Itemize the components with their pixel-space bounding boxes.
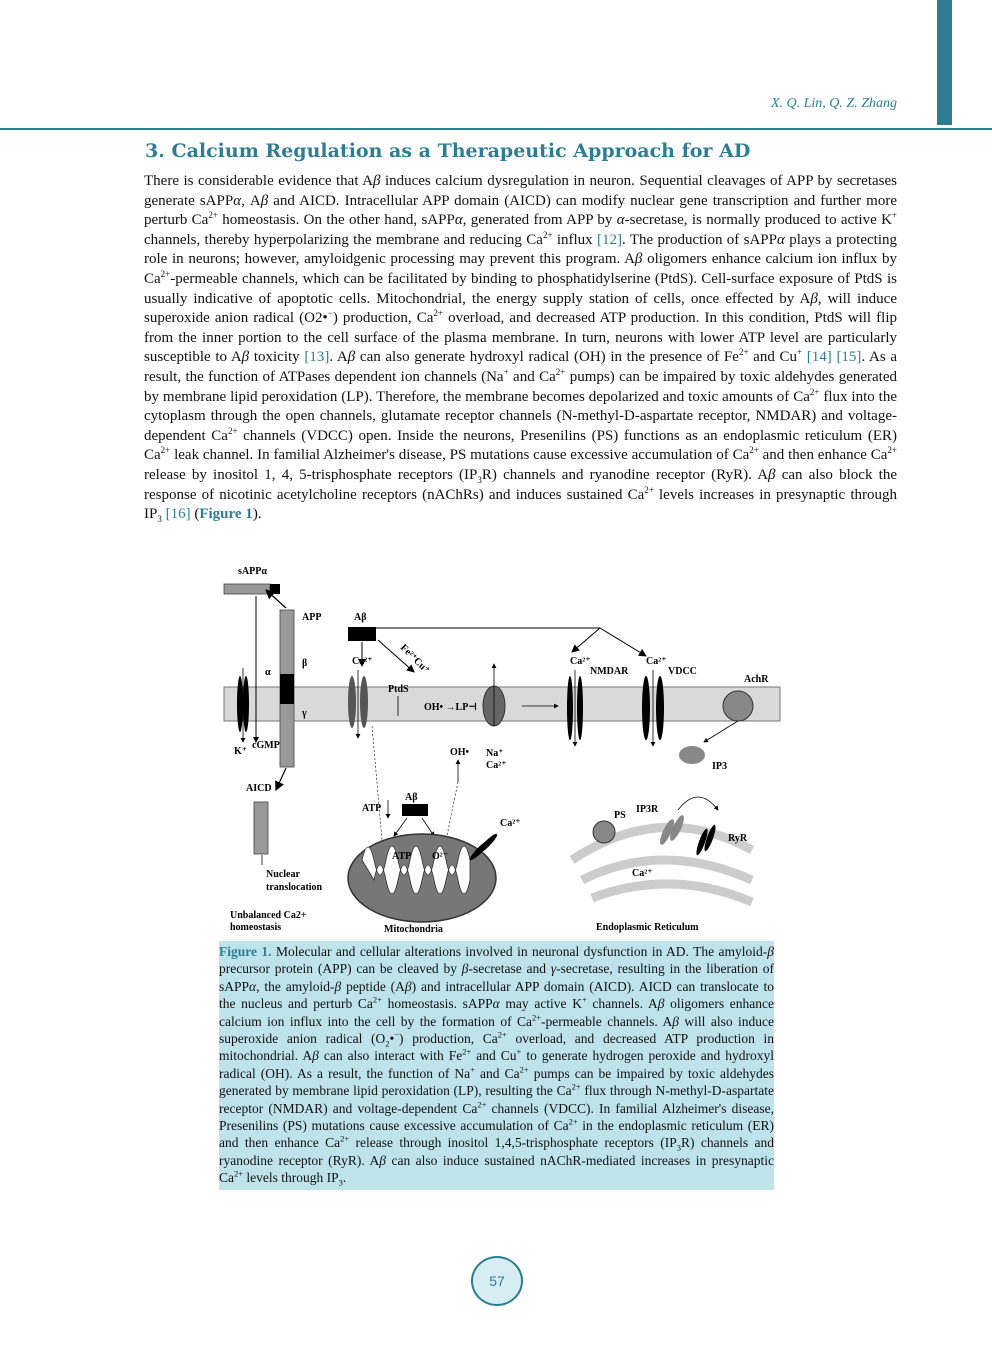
- nmdar-left: [567, 676, 573, 740]
- header-divider: [0, 128, 992, 130]
- ca-nmdar-label: Ca²⁺: [570, 656, 591, 667]
- ip3r-label: IP3R: [636, 804, 659, 815]
- app-abeta-segment: [280, 674, 294, 704]
- o2-label: O²⁻: [432, 851, 449, 862]
- header-accent-bar: [937, 0, 952, 125]
- unbalanced-label: Unbalanced Ca2+: [230, 910, 307, 921]
- body-paragraph: There is considerable evidence that Aβ induces calcium dysregulation in neuron. Sequential cleavages of APP by secretases generate sAPPα, Aβ and AICD. Intracellular APP domain (AICD) can modify nuclear gene transcription and further more perturb $Ca^{2+}$ homeostasis. On the other hand, sAPPα, generated from APP by α-secretase, is normally produced to active K+ channels, thereby hyperpolarizing the membrane and reducing $Ca^{2+}$ influx [12]. The production of sAPPα plays a protecting role in neurons; however, amyloidgenic processing may prevent this program. Aβ oligomers enhance calcium ion influx by $Ca^{2+}$-permeable channels, which can be facilitated by binding to phosphatidylserine (PtdS). Cell-surface exposure of PtdS is usually indicative of apoptotic cells. Mitochondrial, the energy supply station of cells, once effected by Aβ, will induce superoxide anion radical (O2•−) production, $Ca^{2+}$ overload, and decreased ATP production. In this condition, PtdS will flip from the inner portion to the cell surface of the plasma membrane. In turn, neurons with lower ATP level are particularly susceptible to Aβ toxicity [13]. Aβ can also generate hydroxyl radical (OH) in the presence of $Fe^{2+}$ and Cu+ [14] [15]. As a result, the function of ATPases dependent ion channels (Na+ and $Ca^{2+}$ pumps) can be impaired by toxic aldehydes generated by membrane lipid peroxidation (LP). Therefore, the membrane becomes depolarized and toxic amounts of $Ca^{2+}$ flux into the cytoplasm through the open channels, glutamate receptor channels (N-methyl-D-aspartate receptor, NMDAR) and voltage-dependent $Ca^{2+}$ channels (VDCC) open. Inside the neurons, Presenilins (PS) functions as an endoplasmic reticulum (ER) $Ca^{2+}$ leak channel. In familial Alzheimer's disease, PS mutations cause excessive accumulation of $Ca^{2+}$ and then enhance $Ca^{2+}$ release by inositol 1, 4, 5-trisphosphate receptors $(IP_3R)$ channels and ryanodine receptor (RyR). Aβ can also block the response of nicotinic acetylcholine receptors (nAChRs) and induces sustained $Ca^{2+}$ levels increases in presynaptic through $IP_3$ [16] (Figure 1).: [144, 173, 898, 525]
- oh-label: OH•: [450, 747, 470, 758]
- abeta-mito-oligomer: [402, 804, 428, 816]
- abeta-mito-label: Aβ: [405, 792, 418, 803]
- figure-caption-label: Figure 1.: [219, 944, 272, 959]
- cgmp-label: cGMP: [252, 740, 280, 751]
- translocation-label: translocation: [266, 882, 323, 893]
- homeostasis-label: homeostasis: [230, 922, 282, 933]
- achr-receptor: [723, 691, 753, 721]
- sappa-label: sAPPα: [238, 566, 267, 577]
- abeta-pore-right: [360, 676, 368, 728]
- citation-link[interactable]: [13]: [304, 349, 330, 366]
- abeta-pore-left: [348, 676, 356, 728]
- mito-channel-right: [475, 832, 499, 856]
- sappa-fragment-tip: [270, 584, 280, 594]
- page-number-badge: 57: [471, 1256, 523, 1306]
- na-label: Na⁺: [486, 748, 504, 759]
- running-head: X. Q. Lin, Q. Z. Zhang: [770, 96, 897, 111]
- figure-caption: Figure 1. Molecular and cellular alterations involved in neuronal dysfunction in AD. The amyloid-β precursor protein (APP) can be cleaved by β-secretase and γ-secretase, resulting in the liberation of sAPPα, the amyloid-β peptide (Aβ) and intracellular APP domain (AICD). AICD can translocate to the nucleus and perturb $Ca^{2+}$ homeostasis. sAPPα may active K+ channels. Aβ oligomers enhance calcium ion influx into the cell by the formation of $Ca^{2+}$-permeable channels. Aβ will also induce superoxide anion radical $(O_2•^-)$ production, $Ca^{2+}$ overload, and decreased ATP production in mitochondrial. Aβ can also interact with $Fe^{2+}$ and Cu+ to generate hydrogen peroxide and hydroxyl radical (OH). As a result, the function of Na+ and $Ca^{2+}$ pumps can be impaired by toxic aldehydes generated by membrane lipid peroxidation (LP), resulting the $Ca^{2+}$ flux through N-methyl-D-aspartate receptor (NMDAR) and voltage-dependent $Ca^{2+}$ channels (VDCC). In familial Alzheimer's disease, Presenilins (PS) mutations cause excessive accumulation of $Ca^{2+}$ in the endoplasmic reticulum (ER) and then enhance $Ca^{2+}$ release through inositol 1,4,5-trisphosphate receptors $(IP_3R)$ channels and ryanodine receptor (RyR). Aβ can also induce sustained nAChR-mediated increases in presynaptic $Ca^{2+}$ levels through $IP_3$.: [219, 941, 774, 1190]
- vdcc-left: [642, 676, 650, 740]
- oh-lp-label: OH• →LP⊣: [424, 702, 478, 713]
- aicd-label: AICD: [246, 783, 272, 794]
- gamma-site-label: γ: [302, 708, 307, 719]
- ps-label: PS: [614, 810, 626, 821]
- vdcc-right: [656, 676, 664, 740]
- abeta-oligomer: [348, 627, 376, 641]
- aicd-fragment: [254, 802, 268, 854]
- ca-vdcc-label: Ca²⁺: [646, 656, 667, 667]
- er-label: Endoplasmic Reticulum: [596, 922, 699, 933]
- citation-link[interactable]: [12]: [597, 231, 623, 248]
- vdcc-label: VDCC: [668, 666, 697, 677]
- mitochondria-label: Mitochondria: [384, 924, 443, 935]
- app-label: APP: [302, 612, 322, 623]
- ca-er-label: Ca²⁺: [632, 868, 653, 879]
- alpha-site-label: α: [265, 667, 271, 678]
- atp-top-label: ATP: [362, 803, 382, 814]
- achr-label: AchR: [744, 674, 769, 685]
- nmdar-label: NMDAR: [590, 666, 629, 677]
- citation-link[interactable]: [15]: [836, 349, 862, 366]
- citation-link[interactable]: [16]: [165, 506, 191, 523]
- ip3-label: IP3: [712, 761, 727, 772]
- atp-mito-label: ATP: [392, 851, 412, 862]
- section-title: 3. Calcium Regulation as a Therapeutic Approach for AD: [145, 140, 751, 162]
- citation-link[interactable]: [14]: [806, 349, 832, 366]
- nmdar-right: [577, 676, 583, 740]
- ca-mito-label: Ca²⁺: [500, 818, 521, 829]
- k-channel-left: [237, 676, 243, 732]
- ptds-label: PtdS: [388, 684, 409, 695]
- ip3-molecule: [679, 746, 705, 764]
- ca-pump-label: Ca²⁺: [486, 760, 507, 771]
- ca-left-label: Ca²⁺: [352, 656, 373, 667]
- nuclear-label: Nuclear: [266, 869, 300, 880]
- ps-protein: [593, 821, 615, 843]
- figure-reference-link[interactable]: Figure 1: [199, 506, 253, 523]
- sappa-fragment: [224, 584, 270, 594]
- abeta-top-label: Aβ: [354, 612, 367, 623]
- fecu-label: Fe²⁺Cu⁺: [397, 642, 432, 677]
- k-channel-right: [243, 676, 249, 732]
- figure-1-diagram: [222, 560, 782, 938]
- k-label: K⁺: [234, 746, 248, 757]
- ryr-label: RyR: [728, 833, 748, 844]
- beta-site-label: β: [302, 658, 308, 669]
